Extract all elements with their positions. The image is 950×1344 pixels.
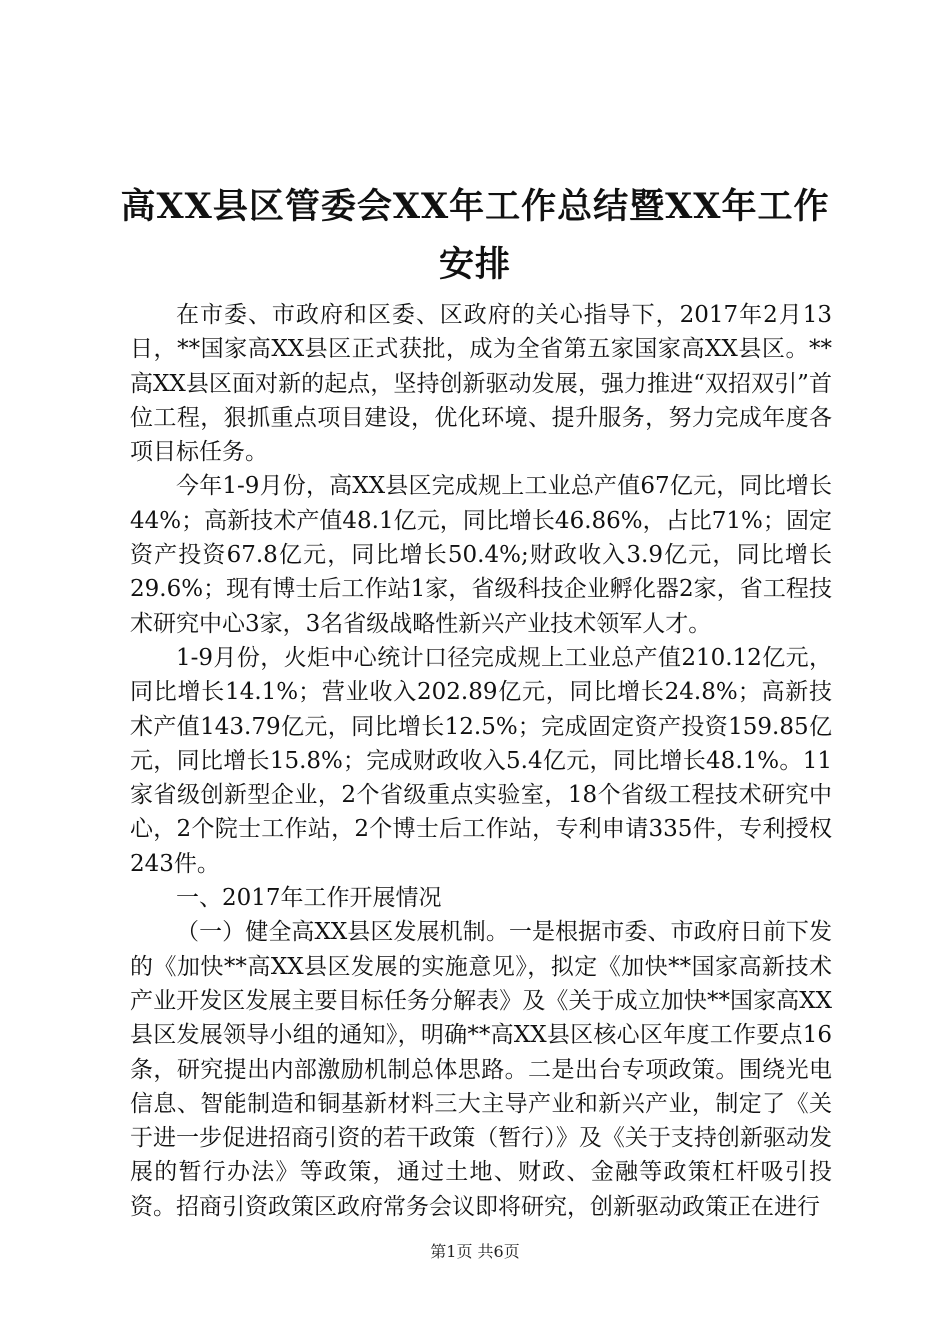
document-title: 高XX县区管委会XX年工作总结暨XX年工作安排 bbox=[120, 186, 830, 285]
paragraph-development-mechanism: （一）健全高XX县区发展机制。一是根据市委、市政府日前下发的《加快**高XX县区发展的实施意见》，拟定《加快**国家高新技术产业开发区发展主要目标任务分解表》及《关于成立加快**国家高XX县区发展领导小组的通知》，明确**高XX县区核心区年度工作要点16条，研究提出内部激励机制总体思路。二是出台专项政策。围绕光电信息、智能制造和铜基新材料三大主导产业和新兴产业，制定了《关于进一步促进招商引资的若干政策（暂行）》及《关于支持创新驱动发展的暂行办法》等政策，通过土地、财政、金融等政策杠杆吸引投资。招商引资政策区政府常务会议即将研究，创新驱动政策正在进行 bbox=[130, 919, 832, 1220]
page-footer: 第1页 共6页 bbox=[430, 1242, 520, 1261]
document-body bbox=[130, 298, 832, 1224]
paragraph-intro: 在市委、市政府和区委、区政府的关心指导下，2017年2月13日，**国家高XX县区正式获批，成为全省第五家国家高XX县区。**高XX县区面对新的起点，坚持创新驱动发展，强力推进“双招双引”首位工程，狠抓重点项目建设，优化环境、提升服务，努力完成年度各项目标任务。 bbox=[130, 302, 832, 466]
paragraph-zone-statistics: 今年1-9月份，高XX县区完成规上工业总产值67亿元，同比增长44%；高新技术产值48.1亿元，同比增长46.86%，占比71%；固定资产投资67.8亿元，同比增长50.4%;财政收入3.9亿元，同比增长29.6%；现有博士后工作站1家，省级科技企业孵化器2家，省工程技术研究中心3家，3名省级战略性新兴产业技术领军人才。 bbox=[130, 473, 832, 637]
paragraph-torch-center-statistics: 1-9月份，火炬中心统计口径完成规上工业总产值210.12亿元，同比增长14.1%；营业收入202.89亿元，同比增长24.8%；高新技术产值143.79亿元，同比增长12.5%；完成固定资产投资159.85亿元，同比增长15.8%；完成财政收入5.4亿元，同比增长48.1%。11家省级创新型企业，2个省级重点实验室，18个省级工程技术研究中心，2个院士工作站，2个博士后工作站，专利申请335件，专利授权243件。 bbox=[130, 644, 832, 877]
section-heading-2017-work: 一、2017年工作开展情况 bbox=[176, 885, 442, 912]
